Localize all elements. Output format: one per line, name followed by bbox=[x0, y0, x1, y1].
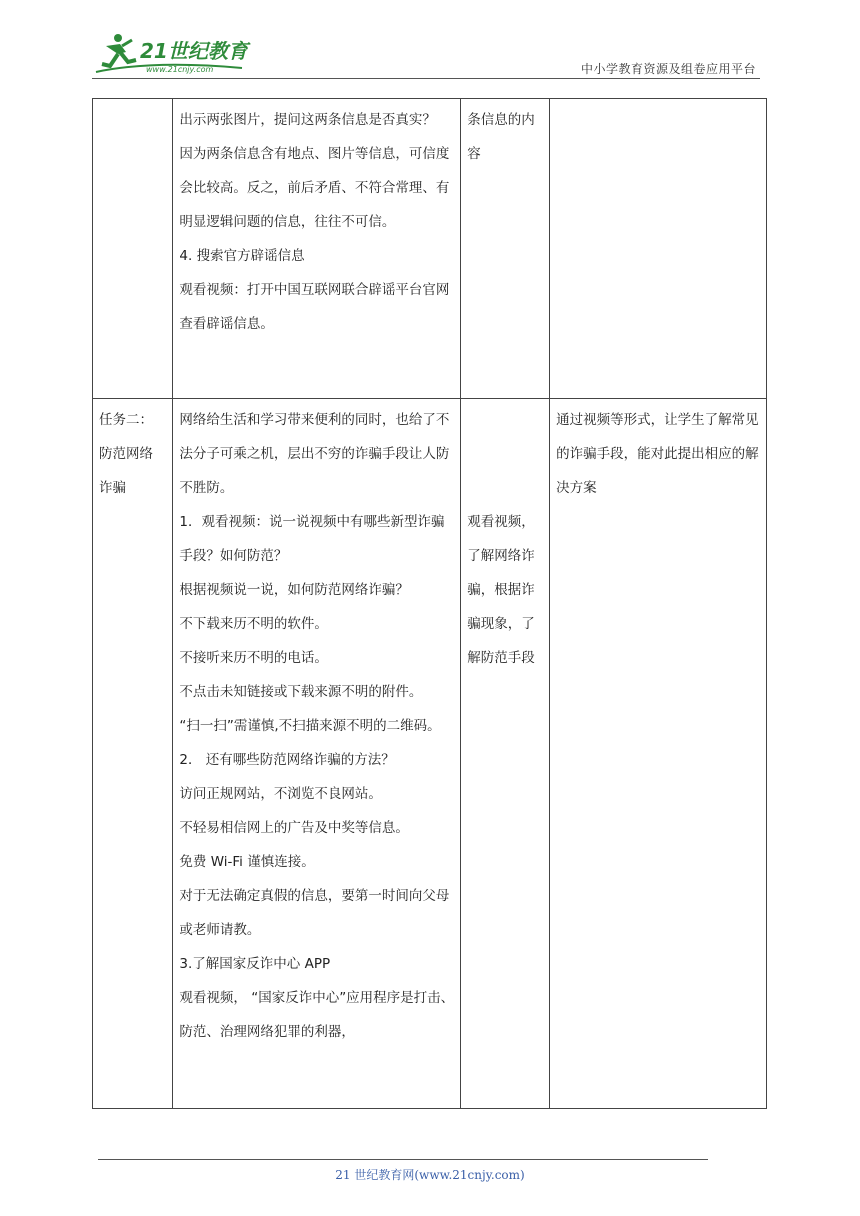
runner-logo-icon bbox=[92, 30, 272, 78]
paragraph: 不轻易相信网上的广告及中奖等信息。 bbox=[179, 820, 409, 836]
paragraph: 观看视频：打开中国互联网联合辟谣平台官网查看辟谣信息。 bbox=[179, 282, 450, 332]
platform-name: 中小学教育资源及组卷应用平台 bbox=[580, 62, 756, 76]
paragraph: 对于无法确定真假的信息，要第一时间向父母或老师请教。 bbox=[179, 888, 450, 938]
site-logo bbox=[92, 30, 272, 78]
table-row bbox=[93, 399, 767, 1109]
paragraph: 网络给生活和学习带来便利的同时，也给了不法分子可乘之机，层出不穷的诈骗手段让人防不胜防。 bbox=[179, 412, 450, 496]
task-cell bbox=[93, 99, 173, 399]
paragraph: 根据视频说一说，如何防范网络诈骗？ bbox=[179, 582, 409, 598]
footer-divider bbox=[98, 1159, 708, 1160]
paragraph: “扫一扫”需谨慎,不扫描来源不明的二维码。 bbox=[179, 718, 441, 734]
paragraph: 不下载来历不明的软件。 bbox=[179, 616, 328, 632]
paragraph: 3.了解国家反诈中心 APP bbox=[179, 956, 331, 972]
design-intent-cell bbox=[550, 99, 767, 399]
paragraph: 不点击未知链接或下载来源不明的附件。 bbox=[179, 684, 423, 700]
paragraph: 4. 搜索官方辟谣信息 bbox=[179, 248, 305, 264]
paragraph: 因为两条信息含有地点、图片等信息，可信度会比较高。反之，前后矛盾、不符合常理、有明显逻辑问题的信息，往往不可信。 bbox=[179, 146, 450, 230]
paragraph: 不接听来历不明的电话。 bbox=[179, 650, 328, 666]
task-cell bbox=[93, 399, 173, 1109]
svg-text:21世纪教育: 21世纪教育 bbox=[140, 39, 248, 63]
paragraph: 观看视频，了解网络诈骗，根据诈骗现象，了解防范手段 bbox=[467, 514, 535, 666]
paragraph: 访问正规网站，不浏览不良网站。 bbox=[179, 786, 382, 802]
teacher-activity-cell bbox=[173, 99, 461, 399]
task-title: 任务二：防范网络诈骗 bbox=[99, 412, 153, 496]
paragraph: 2． 还有哪些防范网络诈骗的方法？ bbox=[179, 752, 395, 768]
student-activity-cell bbox=[461, 399, 550, 1109]
paragraph: 免费 Wi-Fi 谨慎连接。 bbox=[179, 854, 315, 870]
header-divider bbox=[92, 78, 760, 79]
paragraph: 观看视频， “国家反诈中心”应用程序是打击、防范、治理网络犯罪的利器， bbox=[179, 990, 455, 1040]
paragraph: 1．观看视频：说一说视频中有哪些新型诈骗手段？如何防范？ bbox=[179, 514, 445, 564]
paragraph: 出示两张图片，提问这两条信息是否真实？ bbox=[179, 112, 436, 128]
page-header bbox=[92, 30, 760, 82]
table-row bbox=[93, 99, 767, 399]
lesson-plan-table bbox=[92, 98, 767, 1109]
design-intent-cell: 通过视频等形式，让学生了解常见的诈骗手段，能对此提出相应的解决方案 bbox=[550, 399, 767, 1109]
svg-text:www.21cnjy.com: www.21cnjy.com bbox=[146, 65, 214, 74]
student-activity-cell: 条信息的内容 bbox=[461, 99, 550, 399]
footer-link[interactable]: 21 世纪教育网(www.21cnjy.com) bbox=[335, 1168, 525, 1182]
teacher-activity-cell bbox=[173, 399, 461, 1109]
